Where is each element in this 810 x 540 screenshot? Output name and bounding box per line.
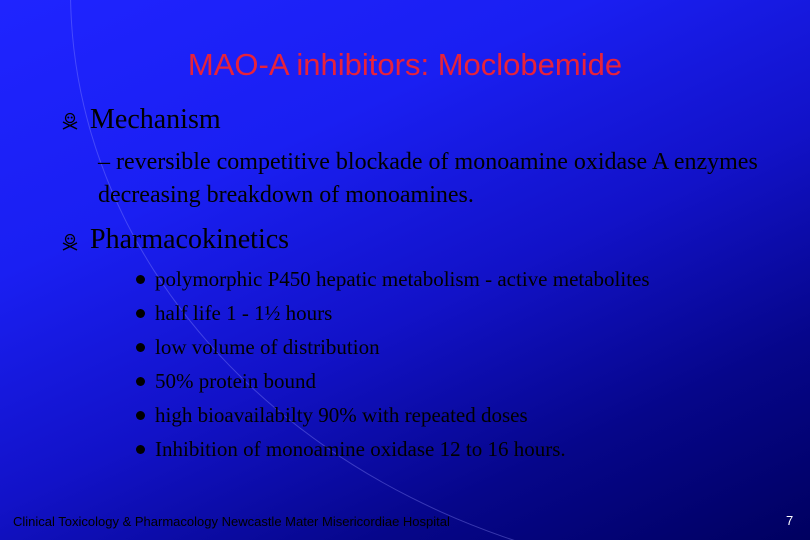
- bullet-pharmacokinetics: Pharmacokinetics: [90, 224, 290, 255]
- list-item-text: Inhibition of monoamine oxidase 12 to 16 hours.: [155, 437, 566, 461]
- dot-icon: [136, 445, 145, 454]
- dot-icon: [136, 275, 145, 284]
- pharmacokinetics-list: [136, 262, 650, 466]
- list-item: [136, 262, 650, 296]
- list-item-text: polymorphic P450 hepatic metabolism - active metabolites: [155, 267, 650, 291]
- dot-icon: [136, 377, 145, 386]
- bullet-mechanism: Mechanism: [90, 104, 221, 135]
- list-item-text: half life 1 - 1½ hours: [155, 301, 333, 325]
- list-item: [136, 398, 650, 432]
- slide-footer: Clinical Toxicology & Pharmacology Newcastle Mater Misericordiae Hospital: [13, 514, 450, 529]
- skull-crossbones-icon: [61, 233, 79, 251]
- list-item: [136, 432, 650, 466]
- skull-crossbones-icon: [61, 112, 79, 130]
- list-item-text: low volume of distribution: [155, 335, 380, 359]
- list-item: [136, 296, 650, 330]
- list-item-text: 50% protein bound: [155, 369, 316, 393]
- dot-icon: [136, 411, 145, 420]
- page-number: 7: [786, 513, 794, 528]
- list-item: [136, 364, 650, 398]
- dot-icon: [136, 343, 145, 352]
- dot-icon: [136, 309, 145, 318]
- slide-title: MAO-A inhibitors: Moclobemide: [187, 47, 623, 82]
- list-item: [136, 330, 650, 364]
- mechanism-description: – reversible competitive blockade of monoamine oxidase A enzymes decreasing breakdown of monoamines.: [98, 149, 758, 208]
- list-item-text: high bioavailabilty 90% with repeated doses: [155, 403, 528, 427]
